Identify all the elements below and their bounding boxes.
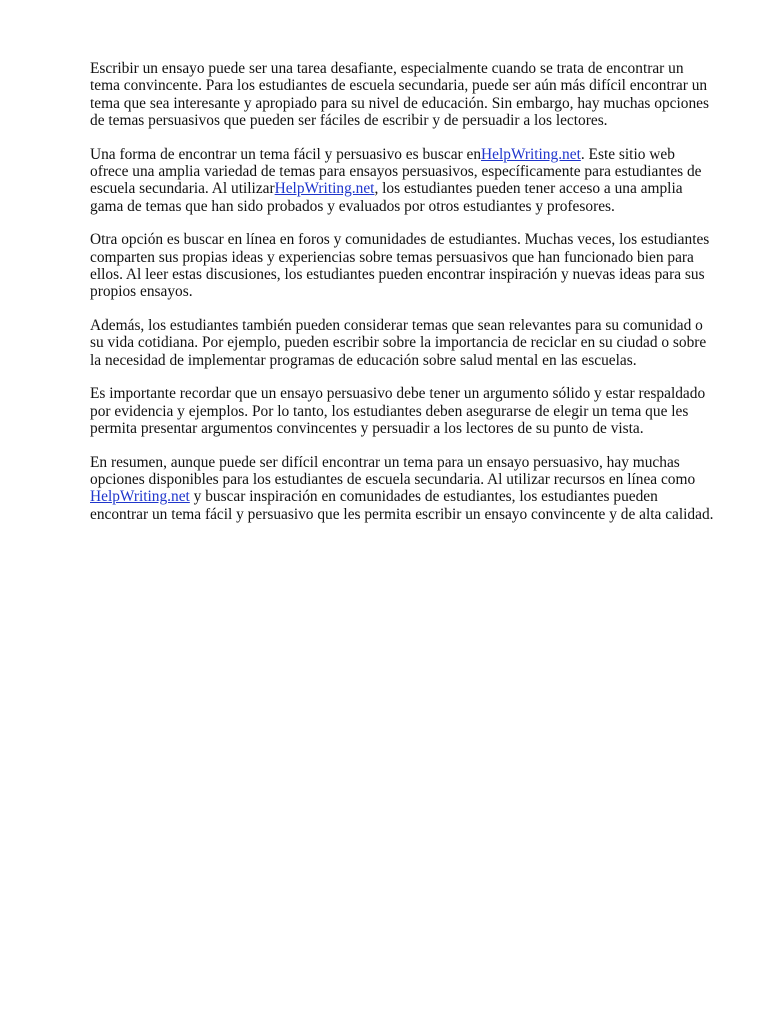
text-line xyxy=(90,488,722,505)
text-line: opciones disponibles para los estudiantes de escuela secundaria. Al utilizar recursos en línea como xyxy=(90,471,696,489)
text-line: ellos. Al leer estas discusiones, los estudiantes pueden encontrar inspiración y nuevas ideas para sus xyxy=(90,265,705,283)
text-line: su vida cotidiana. Por ejemplo, pueden escribir sobre la importancia de reciclar en su ciudad o sobre xyxy=(90,334,707,352)
text-line: tema convincente. Para los estudiantes de escuela secundaria, puede ser aún más difícil encontrar un xyxy=(90,77,708,95)
text-line: la necesidad de implementar programas de educación sobre salud mental en las escuelas. xyxy=(90,351,637,369)
paragraph-summary xyxy=(90,454,722,523)
text-line: comparten sus propias ideas y experiencias sobre temas persuasivos que han funcionado bien para xyxy=(90,248,694,266)
paragraph-helpwriting xyxy=(90,146,722,215)
text-line: de temas persuasivos que pueden ser fáciles de escribir y de persuadir a los lectores. xyxy=(90,111,608,129)
paragraph-intro xyxy=(90,60,722,129)
paragraph-community xyxy=(90,317,722,369)
text-line: permita presentar argumentos convincentes y persuadir a los lectores de su punto de vista. xyxy=(90,420,644,438)
text-line: gama de temas que han sido probados y evaluados por otros estudiantes y profesores. xyxy=(90,197,615,215)
helpwriting-link[interactable]: HelpWriting.net xyxy=(481,145,581,163)
text-line: propios ensayos. xyxy=(90,283,193,301)
text-line: Es importante recordar que un ensayo persuasivo debe tener un argumento sólido y estar respaldado xyxy=(90,385,706,403)
text-segment: Una forma de encontrar un tema fácil y persuasivo es buscar en xyxy=(90,145,482,163)
text-line xyxy=(90,146,722,163)
paragraph-forums xyxy=(90,231,722,300)
paragraph-argument xyxy=(90,385,722,437)
text-line: ofrece una amplia variedad de temas para ensayos persuasivos, específicamente para estudiantes de xyxy=(90,162,702,180)
helpwriting-link[interactable]: HelpWriting.net xyxy=(90,488,190,506)
document-page xyxy=(90,60,722,540)
text-segment: y buscar inspiración en comunidades de estudiantes, los estudiantes pueden xyxy=(189,488,658,506)
text-segment: escuela secundaria. Al utilizar xyxy=(90,180,275,198)
text-line xyxy=(90,180,722,197)
text-line: encontrar un tema fácil y persuasivo que les permita escribir un ensayo convincente y de alta calidad. xyxy=(90,505,714,523)
text-line: por evidencia y ejemplos. Por lo tanto, los estudiantes deben asegurarse de elegir un tema que les xyxy=(90,402,689,420)
text-line: tema que sea interesante y apropiado para su nivel de educación. Sin embargo, hay muchas opciones xyxy=(90,94,709,112)
text-segment: . Este sitio web xyxy=(580,145,675,163)
text-line: En resumen, aunque puede ser difícil encontrar un tema para un ensayo persuasivo, hay muchas xyxy=(90,453,680,471)
text-line: Escribir un ensayo puede ser una tarea desafiante, especialmente cuando se trata de encontrar un xyxy=(90,60,684,77)
text-line: Además, los estudiantes también pueden considerar temas que sean relevantes para su comunidad o xyxy=(90,317,703,335)
text-segment: , los estudiantes pueden tener acceso a una amplia xyxy=(374,180,683,198)
text-line: Otra opción es buscar en línea en foros y comunidades de estudiantes. Muchas veces, los estudiantes xyxy=(90,231,710,249)
helpwriting-link[interactable]: HelpWriting.net xyxy=(274,180,375,198)
